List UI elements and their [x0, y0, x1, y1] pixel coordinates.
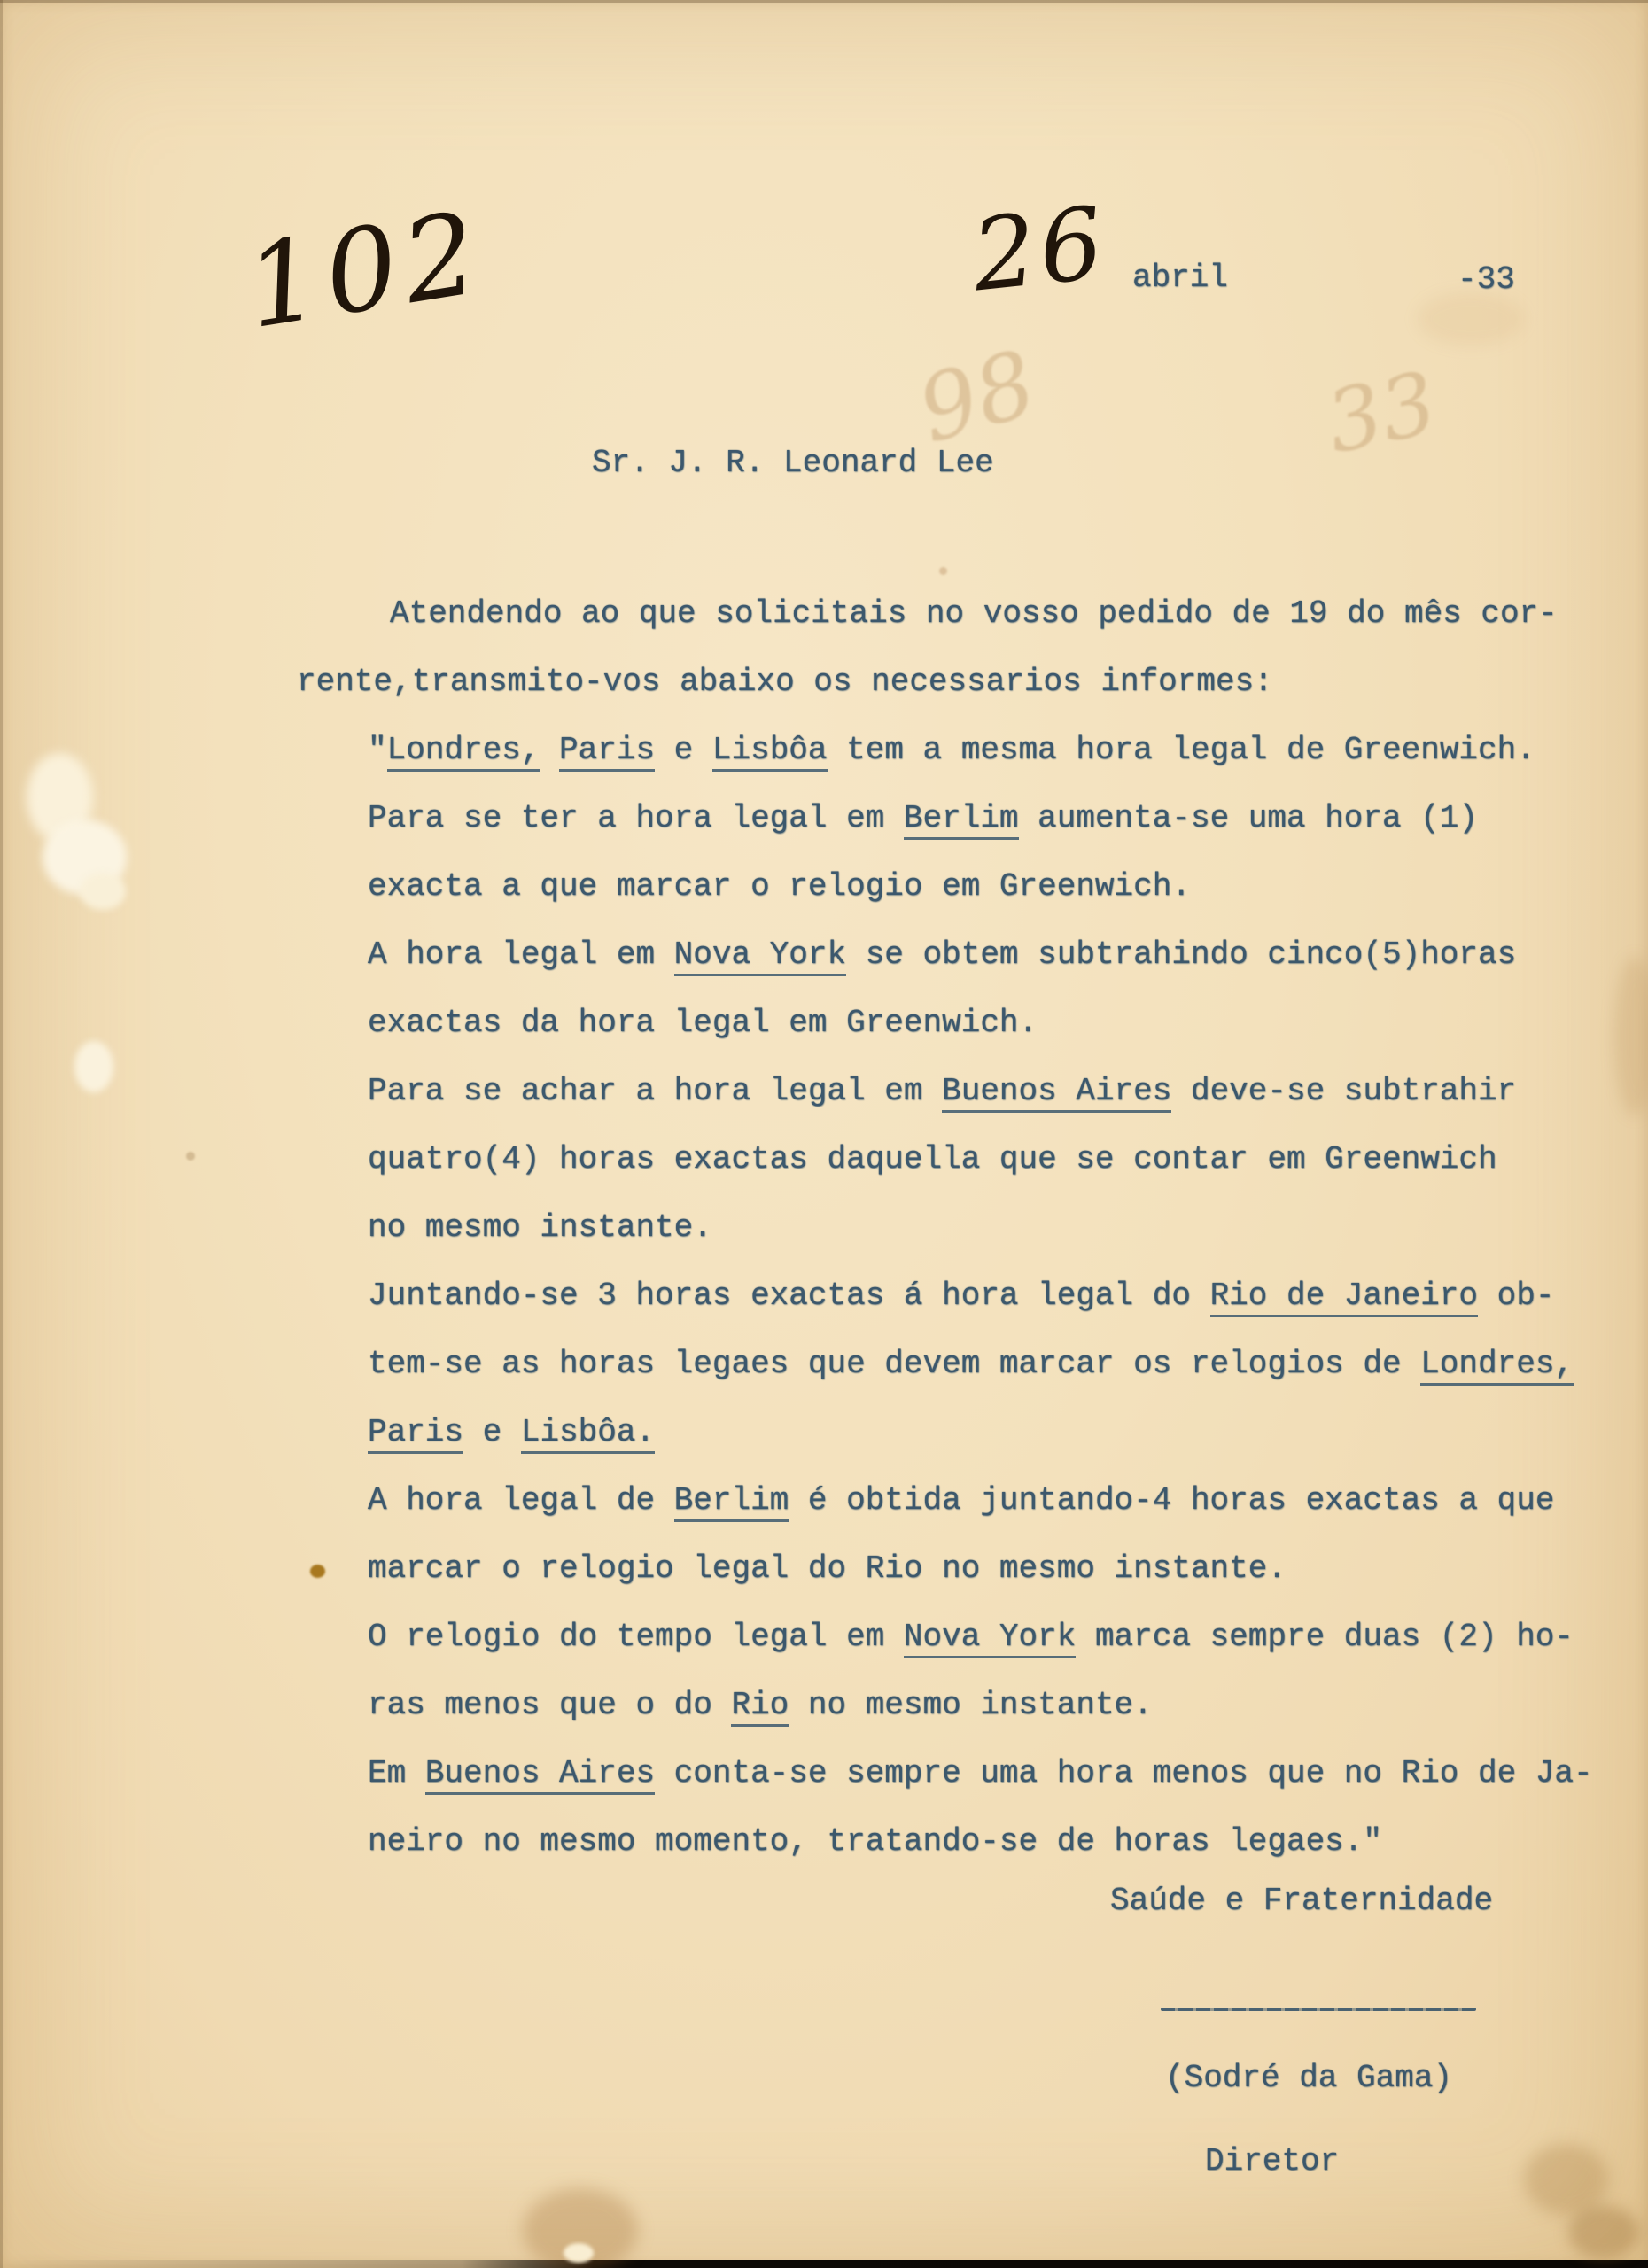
underlined-place-name: Paris	[559, 732, 655, 772]
body-text-segment: neiro no mesmo momento, tratando-se de horas legaes."	[368, 1823, 1382, 1860]
body-text-segment: Juntando-se 3 horas exactas á hora legal do	[368, 1278, 1210, 1314]
body-line	[297, 800, 1648, 868]
paper-stain	[1418, 292, 1524, 346]
underlined-place-name: Londres,	[1420, 1346, 1574, 1386]
body-text-segment: e	[655, 732, 712, 768]
body-text-segment: Em	[368, 1755, 425, 1791]
paper-stain	[939, 567, 947, 575]
body-text-segment: Para se ter a hora legal em	[368, 800, 904, 836]
body-text-segment: conta-se sempre uma hora menos que no Rio de Ja-	[655, 1755, 1593, 1791]
signature-name: (Sodré da Gama)	[1165, 2060, 1453, 2096]
body-text-segment: A hora legal em	[368, 936, 674, 973]
scan-edge-shadow-left	[0, 0, 3, 2268]
body-text-segment: rente,transmito-vos abaixo os necessarios informes:	[297, 664, 1273, 700]
body-text-segment: marca sempre duas (2) ho-	[1076, 1619, 1574, 1655]
body-line	[297, 1073, 1648, 1141]
body-line	[297, 1823, 1648, 1891]
underlined-place-name: Londres,	[387, 732, 540, 772]
paper-stain	[1524, 2144, 1608, 2215]
body-line	[297, 1346, 1648, 1414]
body-line	[297, 1482, 1648, 1550]
body-text-segment: exacta a que marcar o relogio em Greenwich.	[368, 868, 1191, 905]
body-line	[297, 1619, 1648, 1687]
body-text-segment: no mesmo instante.	[789, 1687, 1153, 1723]
body-line	[297, 868, 1648, 936]
underlined-place-name: Rio de Janeiro	[1210, 1278, 1478, 1317]
scan-edge-shadow-top	[0, 0, 1648, 3]
date-day-handwritten: 26	[967, 185, 1112, 315]
body-text-segment: ras menos que o do	[368, 1687, 732, 1723]
body-line	[297, 936, 1648, 1005]
body-text-segment: Para se achar a hora legal em	[368, 1073, 943, 1109]
body-line	[297, 1550, 1648, 1619]
body-text-segment: Atendendo ao que solicitais no vosso pedido de 19 do mês cor-	[390, 595, 1558, 632]
body-text-segment: ob-	[1478, 1278, 1555, 1314]
paper-stain	[186, 1152, 195, 1161]
body-text-segment: exactas da hora legal em Greenwich.	[368, 1005, 1038, 1041]
paper-damage-spot	[27, 753, 93, 842]
date-year: -33	[1458, 261, 1515, 298]
pencil-note-right: 33	[1318, 353, 1445, 473]
body-text-segment: é obtida juntando-4 horas exactas a que	[789, 1482, 1555, 1518]
body-text-segment: O relogio do tempo legal em	[368, 1619, 904, 1655]
body-line	[297, 732, 1648, 800]
paper-damage-spot	[80, 873, 126, 910]
body-line	[297, 1209, 1648, 1278]
body-line	[297, 1141, 1648, 1209]
pencil-note-left: 98	[906, 330, 1047, 464]
body-text-segment: no mesmo instante.	[368, 1209, 712, 1246]
body-text-segment: "	[368, 732, 387, 768]
letter-body	[297, 595, 1648, 1891]
body-text-segment: marcar o relogio legal do Rio no mesmo instante.	[368, 1550, 1287, 1587]
body-line	[297, 1278, 1648, 1346]
closing-salutation: Saúde e Fraternidade	[1110, 1883, 1494, 1919]
underlined-place-name: Buenos Aires	[942, 1073, 1171, 1113]
underlined-place-name: Lisbôa	[712, 732, 828, 772]
underlined-place-name: Buenos Aires	[425, 1755, 655, 1795]
body-line	[297, 595, 1648, 664]
underlined-place-name: Rio	[731, 1687, 789, 1727]
body-text-segment: e	[463, 1414, 521, 1450]
body-line	[297, 664, 1648, 732]
date-month: abril	[1132, 260, 1229, 296]
underlined-place-name: Berlim	[674, 1482, 789, 1522]
underlined-place-name: Paris	[368, 1414, 463, 1454]
body-line	[297, 1414, 1648, 1482]
underlined-place-name: Nova York	[674, 936, 846, 976]
body-line	[297, 1755, 1648, 1823]
body-line	[297, 1005, 1648, 1073]
body-text-segment: deve-se subtrahir	[1171, 1073, 1517, 1109]
registry-number-handwritten: 102	[237, 186, 494, 355]
body-text-segment: quatro(4) horas exactas daquella que se contar em Greenwich	[368, 1141, 1497, 1177]
underlined-place-name: Berlim	[904, 800, 1019, 840]
paper-damage-spot	[43, 819, 127, 895]
recipient-line: Sr. J. R. Leonard Lee	[592, 445, 994, 481]
paper-stain	[523, 2188, 638, 2268]
body-text-segment: tem-se as horas legaes que devem marcar os relogios de	[368, 1346, 1421, 1382]
underlined-place-name: Lisbôa.	[521, 1414, 655, 1454]
body-line	[297, 1687, 1648, 1755]
signature-rule	[1161, 2008, 1476, 2011]
signature-title: Diretor	[1205, 2143, 1340, 2179]
paper-damage-spot	[74, 1041, 113, 1092]
underlined-place-name: Nova York	[904, 1619, 1076, 1658]
body-text-segment	[540, 732, 559, 768]
body-text-segment: tem a mesma hora legal de Greenwich.	[827, 732, 1535, 768]
body-text-segment: aumenta-se uma hora (1)	[1018, 800, 1479, 836]
paper-stain	[1568, 2206, 1639, 2259]
scan-edge-shadow-bottom	[0, 2260, 1648, 2268]
body-text-segment: se obtem subtrahindo cinco(5)horas	[846, 936, 1517, 973]
body-text-segment: A hora legal de	[368, 1482, 674, 1518]
